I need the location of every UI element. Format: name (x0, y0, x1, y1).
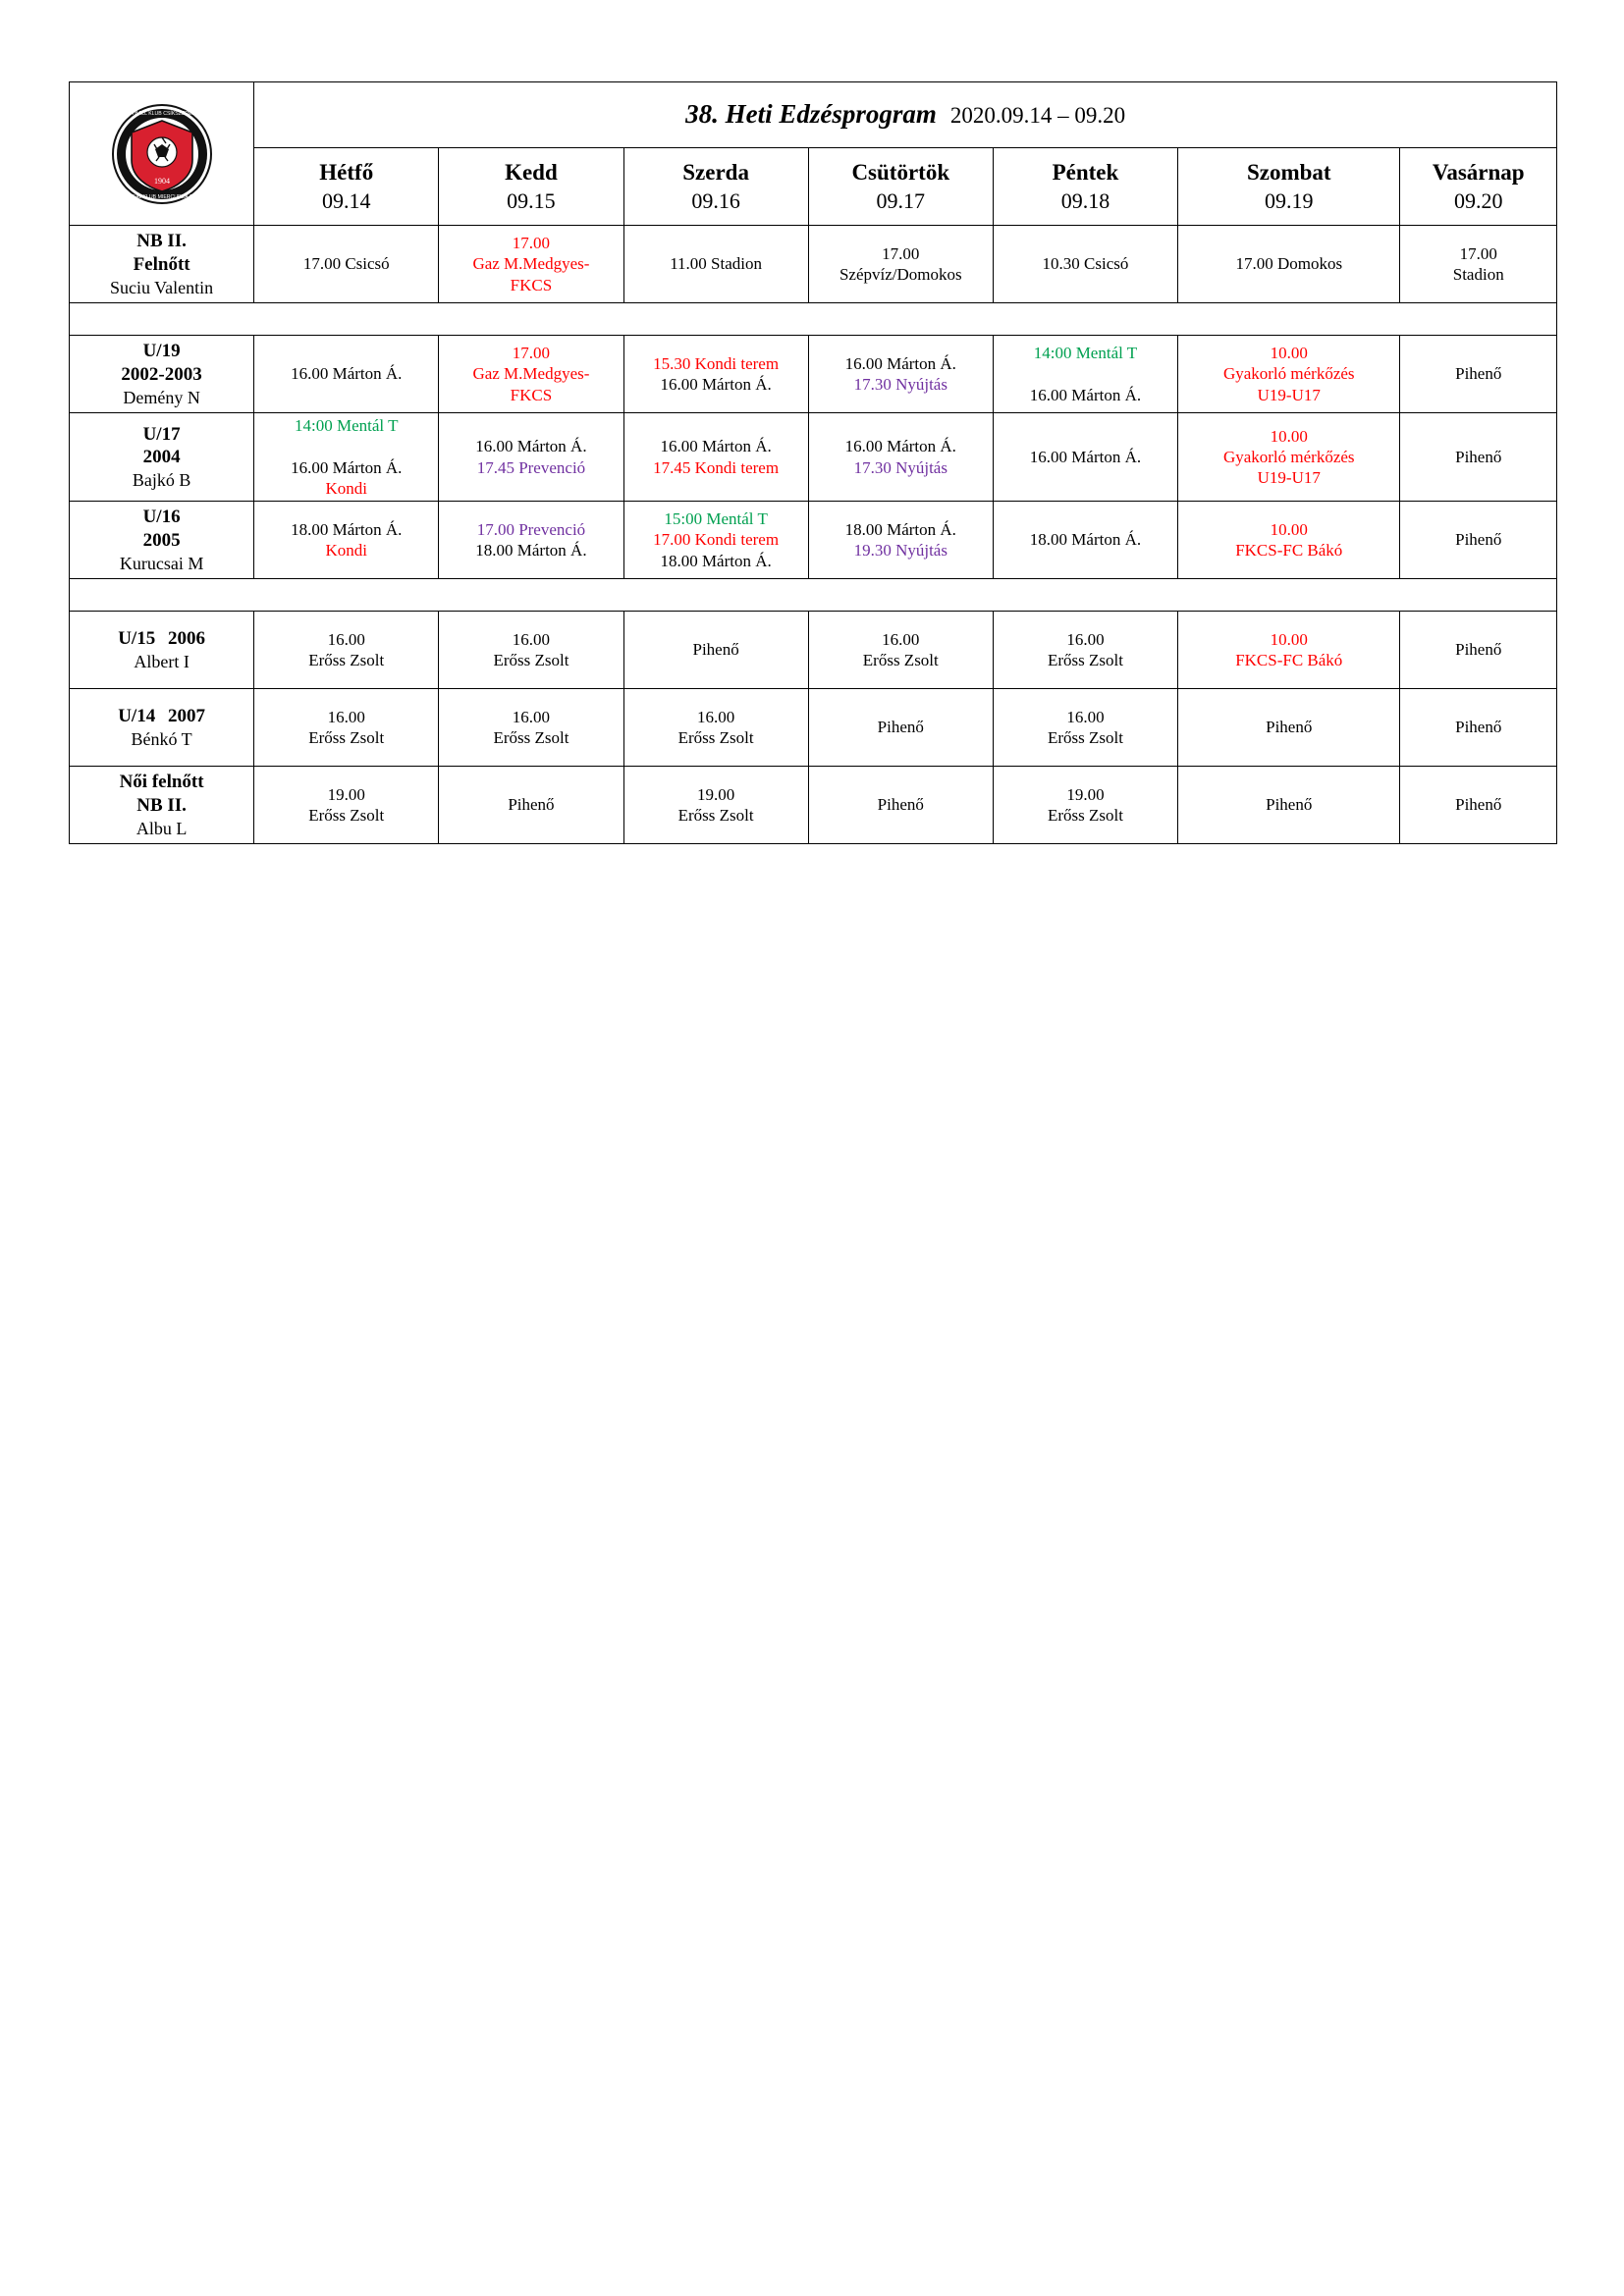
session-line: 16.00 (512, 707, 551, 726)
day-name: Szerda (682, 159, 749, 185)
session-cell (993, 413, 1177, 502)
group-coach: Albu L (135, 818, 188, 838)
session-line: 16.00 (327, 707, 365, 726)
session-line: Pihenő (1455, 718, 1502, 737)
day-name: Szombat (1246, 159, 1331, 185)
session-line: Kondi (325, 478, 367, 498)
group-label-cell (70, 336, 254, 413)
day-name: Vasárnap (1432, 159, 1525, 185)
session-cell (1178, 336, 1400, 413)
session-cell (808, 413, 993, 502)
group-years: 2007 (167, 705, 205, 726)
session-line: Erőss Zsolt (1047, 651, 1123, 669)
session-line: 17.45 Kondi terem (653, 457, 780, 477)
session-line: 11.00 Stadion (670, 254, 763, 274)
session-cell (1400, 413, 1557, 502)
session-cell (993, 226, 1177, 303)
session-cell (993, 612, 1177, 689)
session-line: FKCS-FC Bákó (1235, 651, 1343, 669)
spacer-cell (70, 303, 1557, 336)
session-line: Erőss Zsolt (677, 728, 754, 747)
group-coach: Bajkó B (132, 470, 191, 490)
table-row (70, 612, 1557, 689)
session-line: 18.00 Márton Á. (475, 541, 587, 560)
day-date: 09.16 (691, 187, 740, 213)
session-line: 14:00 Mentál T (295, 416, 399, 435)
session-cell (808, 226, 993, 303)
session-cell (439, 767, 623, 844)
session-cell (1178, 226, 1400, 303)
group-years: 2002-2003 (121, 363, 202, 385)
group-years: Felnőtt (133, 253, 190, 275)
session-line: 19.00 (696, 784, 735, 804)
spacer-cell (70, 579, 1557, 612)
session-line: Gaz M.Medgyes- (472, 364, 590, 384)
group-label-cell (70, 413, 254, 502)
group-coach: Demény N (123, 387, 200, 407)
session-line: 17.00 Kondi terem (653, 530, 780, 550)
day-name: Kedd (505, 159, 558, 185)
session-line: Pihenő (1455, 447, 1502, 466)
session-cell (254, 226, 439, 303)
group-label-cell (70, 689, 254, 767)
session-cell (623, 502, 808, 579)
day-name: Hétfő (319, 159, 374, 185)
group-label-cell (70, 502, 254, 579)
day-date: 09.14 (322, 187, 371, 213)
group-coach: Albert I (134, 651, 189, 671)
session-cell (623, 689, 808, 767)
session-cell (439, 612, 623, 689)
group-years: 2006 (167, 627, 205, 649)
session-line: 18.00 Márton Á. (1029, 530, 1142, 550)
session-line: Pihenő (1455, 640, 1502, 660)
session-line: Erőss Zsolt (308, 728, 385, 747)
group-label-cell (70, 612, 254, 689)
session-cell (808, 336, 993, 413)
session-line: Erőss Zsolt (493, 651, 569, 669)
session-line (997, 363, 1174, 384)
table-row (70, 502, 1557, 579)
session-line: 16.00 (696, 707, 735, 726)
day-header-4 (808, 148, 993, 226)
session-line: 17.00 Prevenció (476, 519, 586, 539)
session-line: Gyakorló mérkőzés (1222, 447, 1355, 466)
group-name: U/17 (142, 423, 181, 445)
session-line: Pihenő (1455, 364, 1502, 384)
session-line: 10.00 (1270, 519, 1308, 539)
weekly-training-schedule-table (69, 81, 1557, 844)
group-coach: Bénkó T (131, 728, 192, 749)
svg-text:FUTBAL KLUB MIERCUREA CIUC: FUTBAL KLUB MIERCUREA CIUC (122, 193, 202, 200)
session-line: 16.00 (882, 629, 920, 649)
session-line: Szépvíz/Domokos (839, 265, 962, 284)
session-cell (1400, 612, 1557, 689)
session-line: 16.00 (512, 629, 551, 649)
group-name: U/16 (142, 507, 181, 527)
session-cell (1178, 689, 1400, 767)
session-cell (254, 612, 439, 689)
session-cell (1400, 502, 1557, 579)
group-name: Női felnőtt (119, 772, 204, 792)
session-cell (439, 226, 623, 303)
session-cell (808, 612, 993, 689)
session-cell (439, 336, 623, 413)
session-cell (1178, 612, 1400, 689)
session-cell (808, 689, 993, 767)
svg-text:FUTBALL KLUB CSÍKSZEREDA: FUTBALL KLUB CSÍKSZEREDA (124, 110, 199, 117)
session-cell (1400, 689, 1557, 767)
session-cell (623, 767, 808, 844)
session-cell (254, 767, 439, 844)
day-header-row (70, 148, 1557, 226)
session-cell (623, 226, 808, 303)
session-line: 15.30 Kondi terem (653, 353, 780, 373)
group-label-cell (70, 226, 254, 303)
session-line: FKCS-FC Bákó (1235, 541, 1343, 560)
session-line: Pihenő (1455, 795, 1502, 815)
session-line: 16.00 Márton Á. (291, 364, 403, 384)
session-line: Erőss Zsolt (308, 651, 385, 669)
group-name: U/19 (142, 341, 181, 361)
session-cell (623, 413, 808, 502)
group-coach: Kurucsai M (119, 553, 204, 573)
day-header-5 (993, 148, 1177, 226)
fk-csikszereda-crest-icon (111, 103, 213, 205)
session-line: 17.45 Prevenció (476, 457, 586, 477)
session-line: 15:00 Mentál T (664, 509, 768, 529)
session-cell (993, 502, 1177, 579)
group-label-cell (70, 767, 254, 844)
session-line: 17.00 Domokos (1235, 254, 1343, 274)
session-line: 17.00 (512, 234, 551, 253)
session-cell (254, 689, 439, 767)
session-line: Erőss Zsolt (677, 806, 754, 825)
session-cell (993, 689, 1177, 767)
session-line: Kondi (325, 541, 367, 560)
session-line: 16.00 Márton Á. (844, 437, 956, 456)
session-line: 10.00 (1270, 426, 1308, 446)
session-line: Erőss Zsolt (1047, 806, 1123, 825)
session-line: 14:00 Mentál T (1033, 344, 1138, 363)
group-name: U/14 (118, 705, 156, 726)
day-header-6 (1178, 148, 1400, 226)
spacer-row (70, 303, 1557, 336)
session-cell (254, 502, 439, 579)
session-line: 18.00 Márton Á. (844, 519, 956, 539)
day-header-7 (1400, 148, 1557, 226)
session-line: Pihenő (1455, 530, 1502, 550)
session-line: 17.30 Nyújtás (853, 375, 947, 394)
session-line: 17.30 Nyújtás (853, 457, 947, 477)
session-line: 16.00 Márton Á. (660, 437, 772, 456)
session-line: FKCS (510, 275, 553, 294)
page-title: 38. Heti Edzésprogram (685, 99, 937, 130)
day-header-1 (254, 148, 439, 226)
session-cell (808, 767, 993, 844)
session-line: Stadion (1452, 265, 1504, 284)
session-line: 17.00 (1459, 243, 1497, 263)
table-row (70, 689, 1557, 767)
session-line: Pihenő (877, 718, 924, 737)
day-date: 09.20 (1453, 187, 1503, 213)
spacer-row (70, 579, 1557, 612)
day-date: 09.17 (876, 187, 926, 213)
session-line: FKCS (510, 385, 553, 404)
day-header-3 (623, 148, 808, 226)
session-line: Erőss Zsolt (308, 806, 385, 825)
table-row (70, 413, 1557, 502)
session-line (257, 436, 435, 456)
session-line: Gaz M.Medgyes- (472, 254, 590, 274)
session-line: U19-U17 (1257, 385, 1321, 404)
session-cell (254, 413, 439, 502)
session-cell (439, 502, 623, 579)
session-cell (1400, 226, 1557, 303)
session-cell (1400, 767, 1557, 844)
session-cell (439, 689, 623, 767)
session-line: 16.00 Márton Á. (291, 457, 403, 477)
session-cell (1400, 336, 1557, 413)
table-row (70, 226, 1557, 303)
day-name: Péntek (1052, 159, 1119, 185)
session-line: Erőss Zsolt (1047, 728, 1123, 747)
session-line: 16.00 Márton Á. (660, 375, 772, 394)
session-line: Pihenő (692, 640, 739, 660)
session-line: 18.00 Márton Á. (291, 519, 403, 539)
session-line: 17.00 Csicsó (302, 254, 390, 274)
session-line: 16.00 Márton Á. (475, 437, 587, 456)
session-line: U19-U17 (1257, 468, 1321, 488)
group-name: NB II. (136, 231, 187, 251)
session-line: 10.00 (1270, 344, 1308, 363)
session-line: 10.00 (1270, 629, 1308, 649)
session-line: 16.00 Márton Á. (1029, 385, 1142, 404)
club-crest (70, 82, 253, 225)
session-line: Pihenő (1266, 795, 1313, 815)
day-header-2 (439, 148, 623, 226)
session-cell (1178, 413, 1400, 502)
day-name: Csütörtök (851, 159, 950, 185)
document-title-cell (254, 82, 1557, 148)
day-date: 09.15 (507, 187, 556, 213)
session-line: Gyakorló mérkőzés (1222, 364, 1355, 384)
session-line: Erőss Zsolt (862, 651, 939, 669)
session-line: 16.00 (1066, 629, 1105, 649)
session-line: Pihenő (508, 795, 555, 815)
session-line: 17.00 (512, 344, 551, 363)
session-cell (439, 413, 623, 502)
session-line: 17.00 (882, 243, 920, 263)
session-line: 16.00 Márton Á. (844, 353, 956, 373)
session-line: 19.30 Nyújtás (853, 541, 947, 560)
group-years: 2004 (142, 447, 181, 468)
session-line: 16.00 (1066, 707, 1105, 726)
session-cell (808, 502, 993, 579)
session-cell (1178, 502, 1400, 579)
session-line: 16.00 (327, 629, 365, 649)
day-date: 09.19 (1265, 187, 1314, 213)
session-cell (993, 767, 1177, 844)
title-date-range: 2020.09.14 – 09.20 (949, 103, 1126, 129)
session-line: 19.00 (327, 784, 365, 804)
session-line: Erőss Zsolt (493, 728, 569, 747)
day-date: 09.18 (1060, 187, 1110, 213)
session-cell (623, 612, 808, 689)
table-row (70, 767, 1557, 844)
svg-text:1904: 1904 (153, 176, 170, 186)
group-coach: Suciu Valentin (110, 277, 214, 297)
group-years: NB II. (136, 794, 187, 816)
title-row (70, 82, 1557, 148)
session-line: Pihenő (877, 795, 924, 815)
session-line: 19.00 (1066, 784, 1105, 804)
session-cell (993, 336, 1177, 413)
club-logo-cell (70, 82, 254, 226)
session-cell (254, 336, 439, 413)
session-line: 18.00 Márton Á. (660, 551, 772, 570)
group-years: 2005 (142, 529, 181, 551)
session-line: 16.00 Márton Á. (1029, 447, 1142, 466)
group-name: U/15 (118, 627, 156, 649)
session-line: Pihenő (1266, 718, 1313, 737)
session-line: 10.30 Csicsó (1042, 254, 1129, 274)
session-cell (1178, 767, 1400, 844)
session-cell (623, 336, 808, 413)
table-row (70, 336, 1557, 413)
